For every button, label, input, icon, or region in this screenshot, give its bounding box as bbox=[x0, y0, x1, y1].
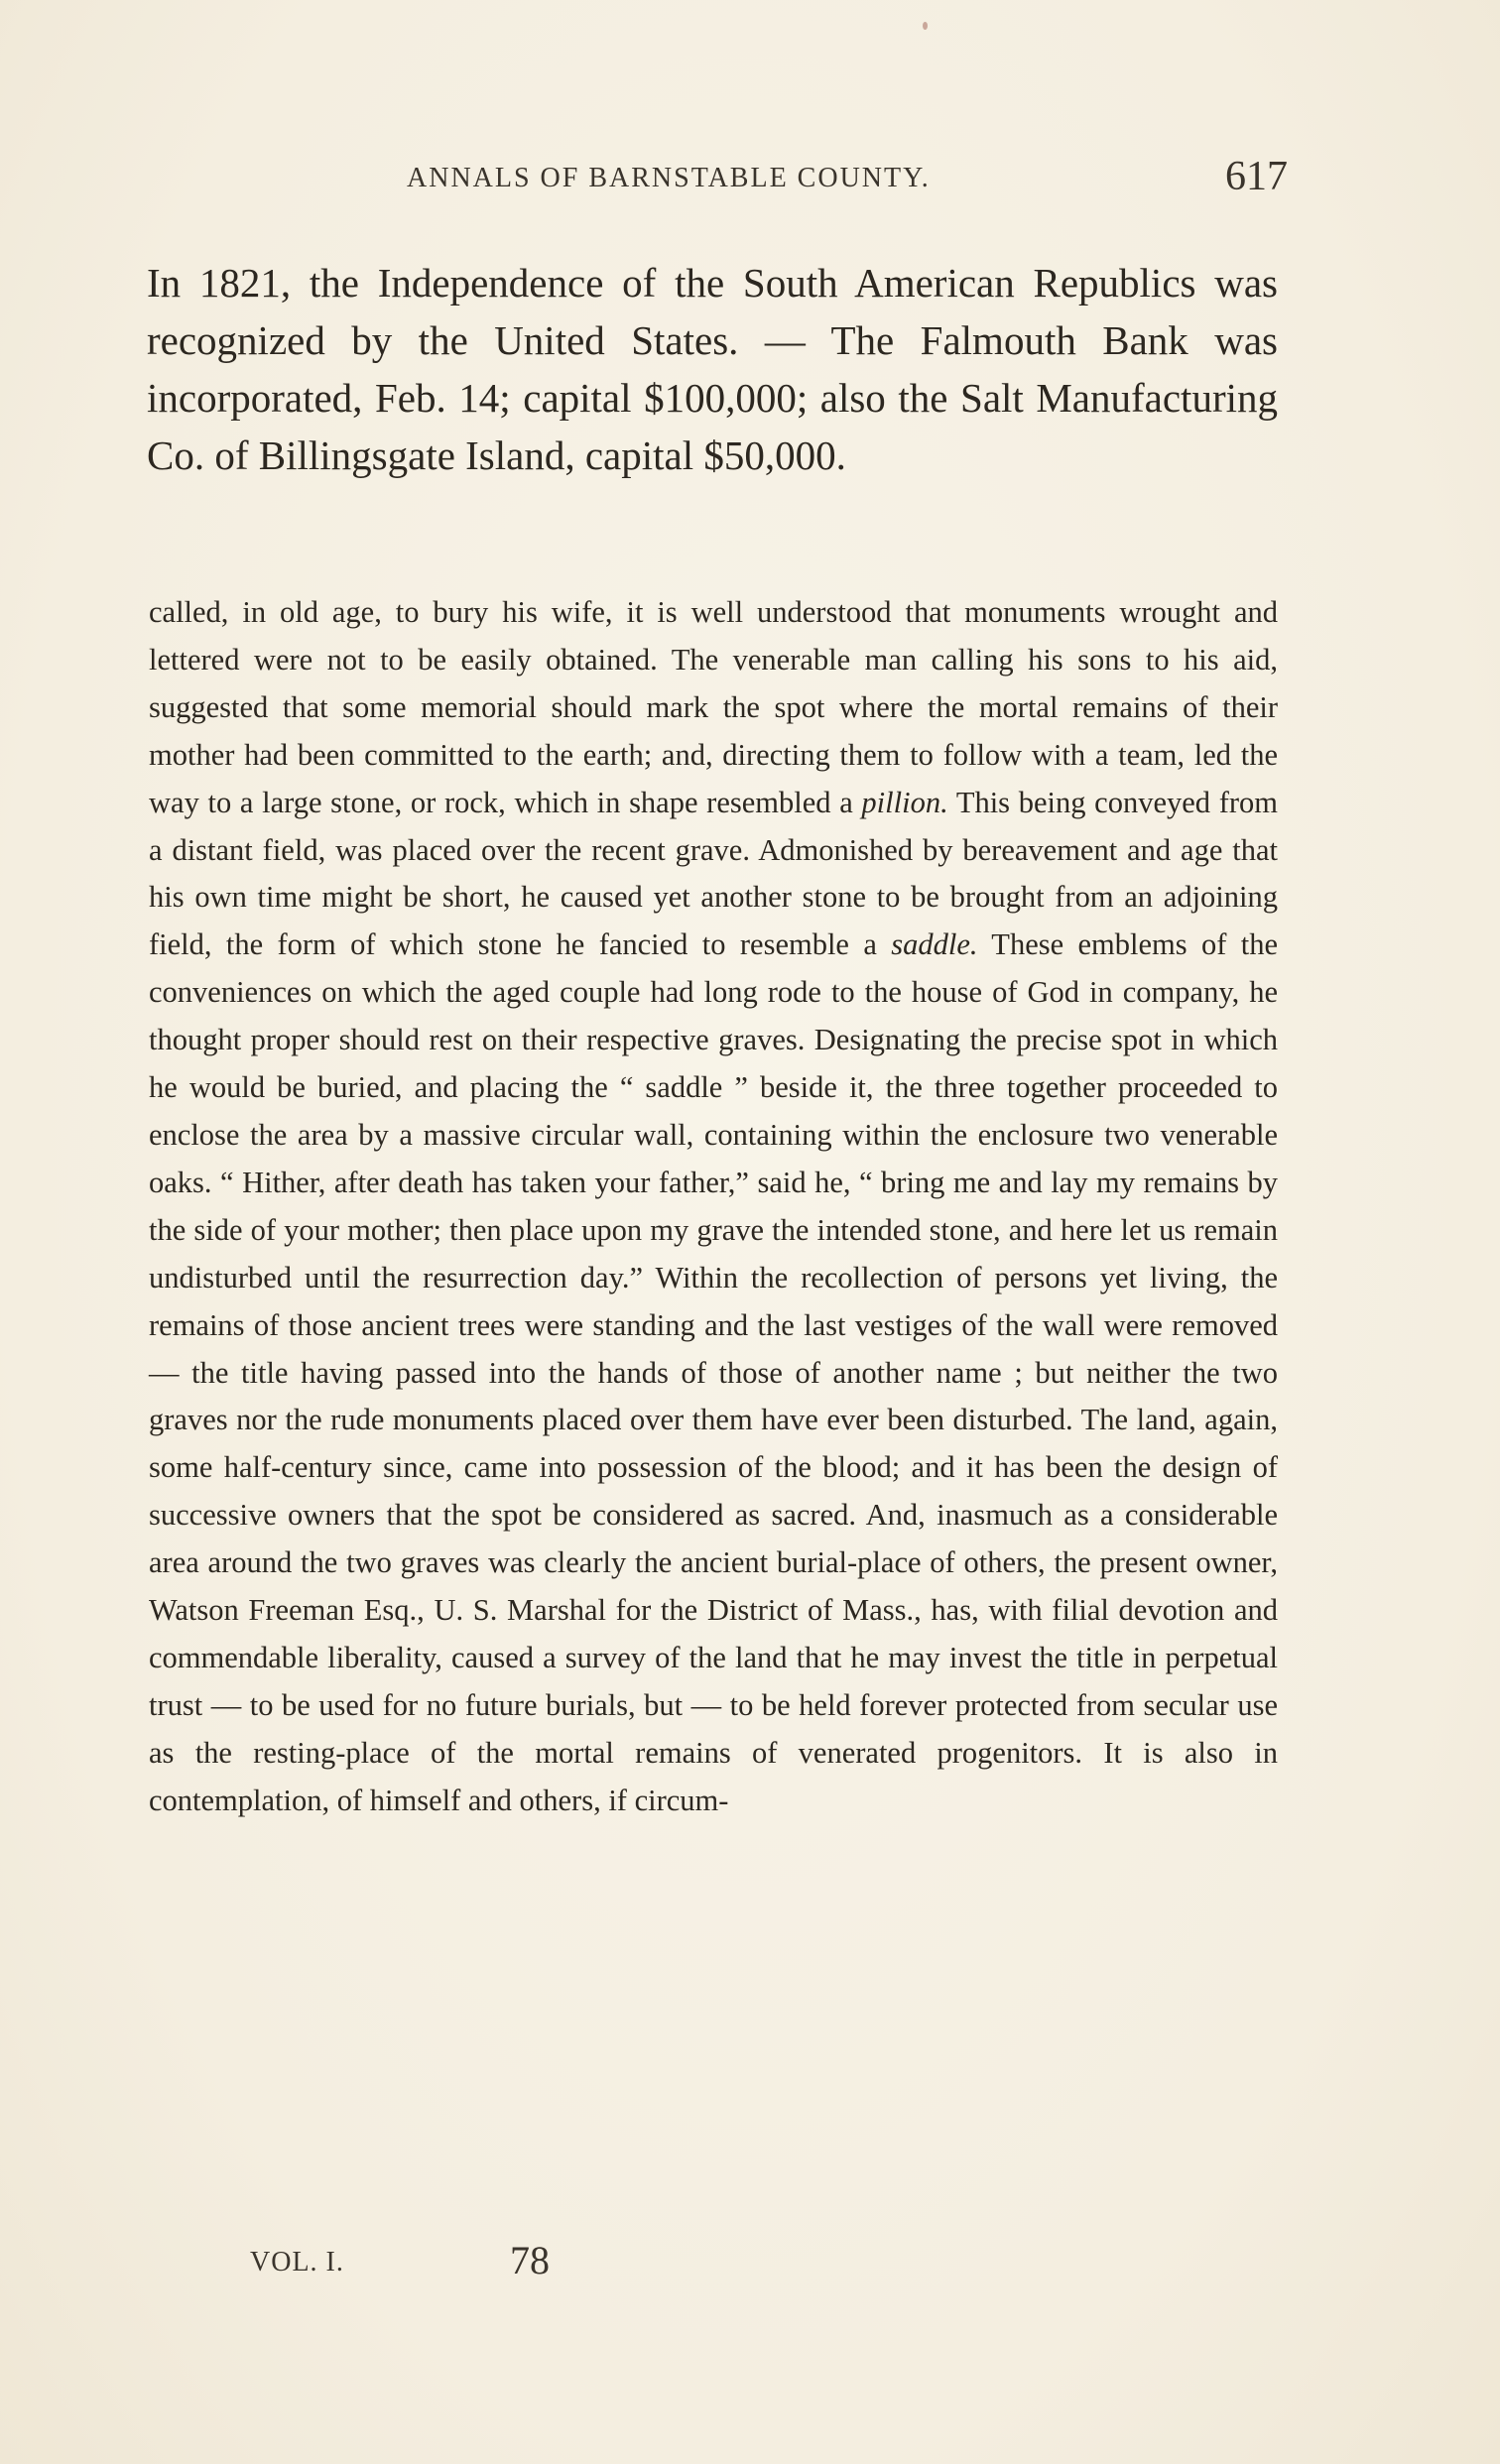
page-number: 617 bbox=[1225, 154, 1288, 199]
italic-term-pillion: pillion. bbox=[861, 785, 948, 819]
running-title: ANNALS OF BARNSTABLE COUNTY. bbox=[407, 163, 931, 193]
page-footer bbox=[250, 2237, 746, 2296]
lead-paragraph: In 1821, the Independence of the South American Republics was recognized by the United States. — The Falmouth Bank was incorporated, Feb. 14; capital $100,000; also the Salt Manufacturing Co. of Billingsgate Island, capital $50,000. bbox=[147, 260, 1278, 478]
running-head bbox=[149, 154, 1288, 208]
signature-mark: VOL. I. bbox=[250, 2247, 344, 2278]
page-speck bbox=[923, 22, 928, 30]
signature-number: 78 bbox=[510, 2238, 550, 2282]
body-paragraph bbox=[149, 589, 1278, 1825]
italic-term-saddle: saddle. bbox=[891, 927, 978, 962]
body-text-part-1: called, in old age, to bury his wife, it is well understood that monuments wrought and lettered were not to be easily obtained. The venerable man calling his sons to his aid, suggested that some memorial should mark the spot where the mortal remains of their mother had been committed to the earth; and, directing them to follow with a team, led the way to a large stone, or rock, which in shape resembled a bbox=[149, 595, 1278, 819]
body-text-part-3: These emblems of the conveniences on which the aged couple had long rode to the house of God in company, he thought proper should rest on their respective graves. Designating the precise spot in which he would be buried, and placing the “ saddle ” beside it, the three together proceeded to enclose the area by a massive circular wall, containing within the enclosure two venerable oaks. “ Hither, after death has taken your father,” said he, “ bring me and lay my remains by the side of your mother; then place upon my grave the intended stone, and here let us remain undisturbed until the resurrection day.” Within the recollection of persons yet living, the remains of those ancient trees were standing and the last vestiges of the wall were removed — the title having passed into the hands of those of another name ; but neither the two graves nor the rude monuments placed over them have ever been disturbed. The land, again, some half-century since, came into possession of the blood; and it has been the design of successive owners that the spot be considered as sacred. And, inasmuch as a considerable area around the two graves was clearly the ancient burial-place of others, the present owner, Watson Freeman Esq., U. S. Marshal for the District of Mass., has, with filial devotion and commendable liberality, caused a survey of the land that he may invest the title in perpetual trust — to be used for no future burials, but — to be held forever protected from secular use as the resting-place of the mortal remains of venerated progenitors. It is also in contemplation, of himself and others, if circum- bbox=[149, 927, 1278, 1817]
body-text-part-2: This being conveyed from a distant field, was placed over the recent grave. Admonished by bereavement and age that his own time might be short, he caused yet another stone to be brought from an adjoining field, the form of which stone he fancied to resemble a bbox=[149, 785, 1278, 962]
